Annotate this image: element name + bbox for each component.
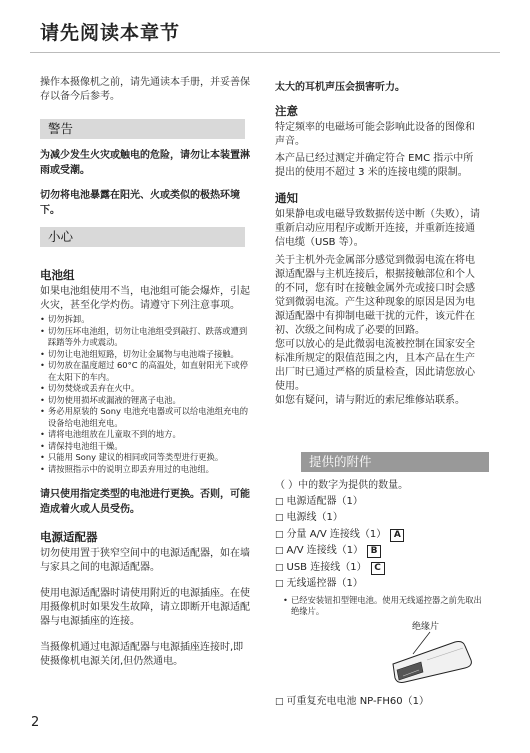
pointer-line: [413, 632, 430, 654]
caution-band: [40, 227, 245, 247]
warning-label: 警告: [48, 121, 74, 136]
list-item: • 切勿使用损坏或漏液的锂离子电池。: [48, 395, 250, 407]
remote-note-list: [275, 595, 485, 618]
checkbox-icon: □: [275, 513, 284, 523]
earphone-warning: 太大的耳机声压会损害听力。: [275, 82, 405, 93]
caution-label: 小心: [48, 229, 74, 244]
list-item: • 切勿拆卸。: [48, 314, 250, 326]
battery-intro: 如果电池组使用不当，电池组可能会爆炸，引起火灾，甚至化学灼伤。请遵守下列注意事项。: [40, 286, 250, 311]
accessory-text: 分量 A/V 连接线（1）: [286, 528, 387, 540]
checkbox-icon: □: [275, 496, 284, 507]
page-number: 2: [31, 715, 40, 730]
accessory-item: [275, 494, 485, 511]
list-item: • 务必用原装的 Sony 电池充电器或可以给电池组充电的设备给电池组充电。: [48, 406, 250, 429]
letter-badge: B: [367, 545, 381, 558]
warning-p2: 切勿将电池暴露在阳光、火或类似的极热环境下。: [40, 190, 240, 216]
list-item: • 切勿压坏电池组，切勿让电池组受到敲打、跌落或遭到踩踏等外力或震动。: [48, 326, 250, 349]
accessory-text: A/V 连接线（1）: [286, 545, 364, 556]
info-p2: 关于主机外壳金属部分感觉到微弱电流在将电源适配器与主机连接后，根据接触部位和个人的不同，您有时在接触金属外壳或接口时会感觉到微弱电流。产生这种现象的原因是因为电源适配器中有抑制电磁干扰的元件，该元件在初、次级之间构成了必要的回路。: [275, 255, 475, 336]
list-item: • 只能用 Sony 建议的相同或同等类型进行更换。: [48, 452, 250, 464]
accessory-item: [275, 560, 485, 577]
accessory-text: 电源线（1）: [286, 512, 343, 523]
remote-control-illustration: [385, 630, 475, 686]
accessory-text: 无线遥控器（1）: [286, 578, 363, 589]
checkbox-icon: □: [275, 697, 284, 707]
list-item: • 切勿让电池组短路，切勿让金属物与电池端子接触。: [48, 349, 250, 361]
accessory-item: [275, 510, 485, 527]
letter-badge: A: [390, 529, 404, 542]
info-p3: 您可以放心的是此微弱电流被控制在国家安全标准所规定的限值范围之内，且本产品在生产出厂时已通过严格的质量检查，因此请您放心使用。: [275, 339, 475, 392]
intro-text: 操作本摄像机之前，请先通读本手册，并妥善保存以备今后参考。: [40, 77, 250, 102]
adaptor-p3: 当摄像机通过电源适配器与电源插座连接时,即使摄像机电源关闭,但仍然通电。: [40, 642, 244, 667]
accessory-item: [275, 694, 485, 711]
info-heading: 通知: [275, 191, 298, 205]
warning-band: [40, 119, 245, 139]
accessories-section: [275, 478, 485, 618]
accessory-item: [275, 543, 485, 560]
notice-p2: 本产品已经过测定并确定符合 EMC 指示中所提出的使用不超过 3 米的连接电缆的限制。: [275, 153, 474, 178]
battery-list: [40, 314, 250, 475]
checkbox-icon: □: [275, 562, 284, 573]
accessory-battery: 可重复充电电池 NP-FH60（1）: [286, 696, 429, 707]
list-item: • 请保持电池组干燥。: [48, 441, 250, 453]
left-column: [40, 76, 250, 669]
notice-heading: 注意: [275, 104, 298, 118]
accessories-intro: （ ）中的数字为提供的数量。: [275, 480, 409, 491]
warning-p1: 为减少发生火灾或触电的危险，请勿让本装置淋雨或受潮。: [40, 150, 250, 176]
insulation-sheet-label: 绝缘片: [412, 622, 440, 632]
remote-note: • 已经安装钮扣型锂电池。使用无线遥控器之前先取出绝缘片。: [291, 595, 485, 618]
accessory-text: 电源适配器（1）: [286, 495, 363, 507]
title-rule: [30, 52, 500, 53]
adaptor-p1: 切勿使用置于狭窄空间中的电源适配器，如在墙与家具之间的电源适配器。: [40, 548, 250, 573]
info-p4: 如您有疑问，请与附近的索尼维修站联系。: [275, 395, 465, 406]
battery-replace-warning: 请只使用指定类型的电池进行更换。否则，可能造成着火或人员受伤。: [40, 489, 250, 515]
checkbox-icon: □: [275, 546, 284, 556]
list-item: • 切勿放在温度超过 60°C 的高温处，如直射阳光下或停在太阳下的车内。: [48, 360, 250, 383]
accessory-item: [275, 527, 485, 544]
accessories-label: 提供的附件: [309, 454, 372, 469]
checkbox-icon: □: [275, 529, 284, 540]
accessory-item: [275, 576, 485, 593]
checkbox-icon: □: [275, 579, 284, 589]
letter-badge: C: [371, 562, 385, 575]
accessories-band: [301, 452, 489, 472]
adaptor-p2: 使用电源适配器时请使用附近的电源插座。在使用摄像机时如果发生故障，请立即断开电源适配器与电源插座的连接。: [40, 588, 250, 627]
page-title: 请先阅读本章节: [40, 22, 181, 44]
info-p1: 如果静电或电磁导致数据传送中断（失败），请重新启动应用程序或断开连接，并重新连接通信电缆（USB 等）。: [275, 209, 480, 248]
list-item: • 请将电池组放在儿童取不到的地方。: [48, 429, 250, 441]
list-item: • 切勿焚烧或丢弃在火中。: [48, 383, 250, 395]
battery-heading: 电池组: [40, 268, 75, 282]
accessory-text: USB 连接线（1）: [286, 561, 367, 573]
list-item: • 请按照指示中的说明立即丢弃用过的电池组。: [48, 464, 250, 476]
adaptor-heading: 电源适配器: [40, 530, 98, 544]
right-column: [275, 80, 480, 408]
notice-p1: 特定频率的电磁场可能会影响此设备的图像和声音。: [275, 122, 475, 147]
